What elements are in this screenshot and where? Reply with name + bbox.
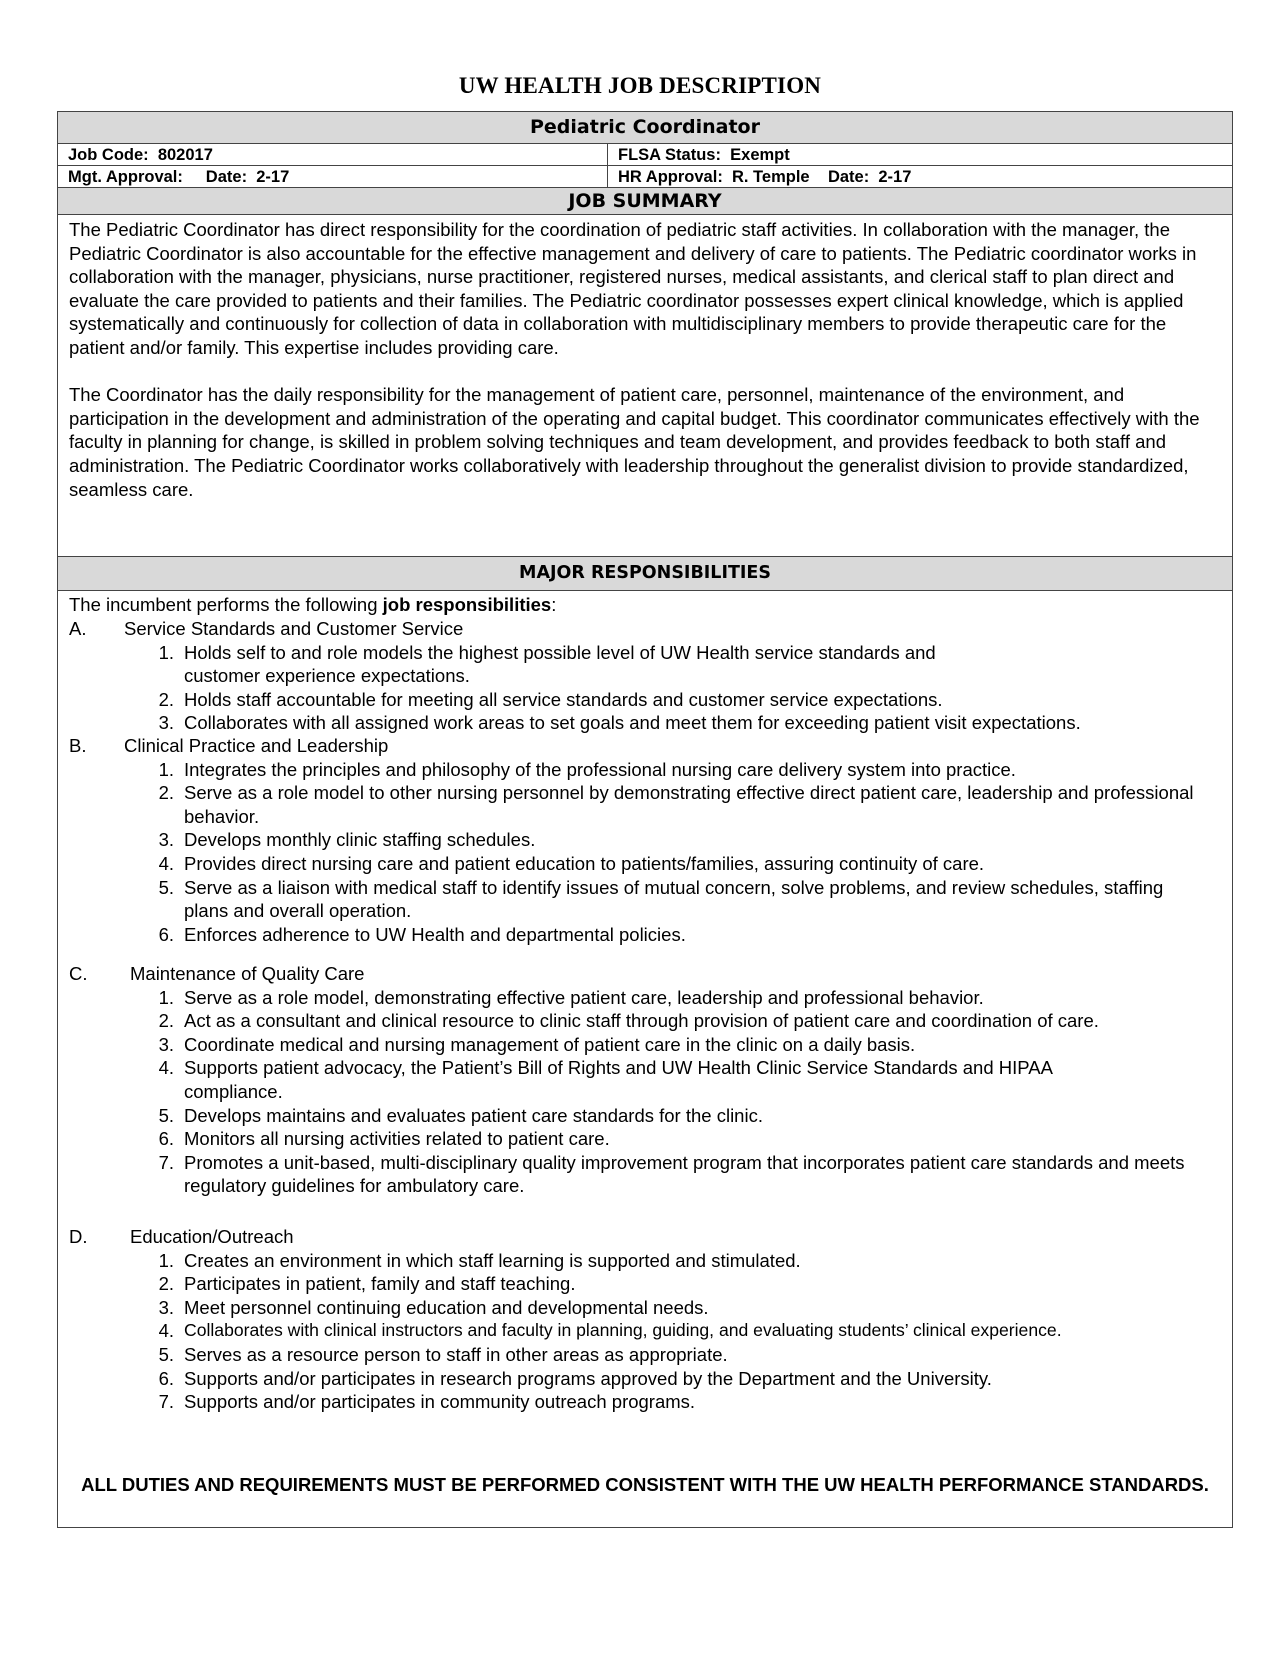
item-text: Collaborates with all assigned work areas to set goals and meet them for exceeding patient visit expectations. [184,712,1081,734]
list-item [69,1296,1209,1320]
item-number: 6. [158,1367,174,1389]
list-item [69,986,1209,1010]
list-item [69,1319,1209,1343]
list-item [69,1249,1209,1273]
section-list [69,758,1209,947]
item-number: 4. [158,1057,174,1079]
intro-colon: : [551,594,557,615]
section-title: Maintenance of Quality Care [130,963,365,984]
item-number: 6. [158,923,174,945]
section-heading [69,617,1209,641]
list-item [69,641,1209,688]
list-item [69,781,1209,828]
item-number: 7. [158,1151,174,1173]
item-number: 1. [158,986,174,1008]
item-text: Meet personnel continuing education and developmental needs. [184,1296,709,1318]
item-text: Serve as a role model, demonstrating effective patient care, leadership and professional behavior. [184,986,984,1008]
list-item [69,1343,1209,1367]
divider [607,143,608,187]
section-heading [69,962,1209,986]
list-item [69,1390,1209,1414]
item-text: Collaborates with clinical instructors and faculty in planning, guiding, and evaluating students’ clinical experience. [184,1320,1062,1341]
mgt-approval: Mgt. Approval: Date: 2-17 [68,168,290,186]
section-list [69,986,1209,1198]
hr-approval: HR Approval: R. Temple Date: 2-17 [618,168,912,186]
item-text: Act as a consultant and clinical resource to clinic staff through provision of patient care and coordination of care. [184,1010,1099,1032]
item-text: Holds staff accountable for meeting all service standards and customer service expectations. [184,688,943,710]
item-text: Serve as a liaison with medical staff to identify issues of mutual concern, solve problems, and review schedules, staffing plans and overall operation. [184,876,1164,922]
list-item [69,923,1209,947]
item-number: 3. [158,829,174,851]
list-item [69,1009,1209,1033]
list-item [69,1367,1209,1391]
section-title: Service Standards and Customer Service [124,618,464,639]
item-text: Participates in patient, family and staff teaching. [184,1273,576,1295]
item-text: Supports patient advocacy, the Patient’s Bill of Rights and UW Health Clinic Service Standards and HIPAA compliance. [184,1057,1052,1102]
job-description-table [57,111,1233,1528]
list-item [69,758,1209,782]
item-number: 2. [158,1273,174,1295]
item-number: 2. [158,688,174,710]
section-letter: B. [69,735,87,756]
list-item [69,1033,1209,1057]
list-item [69,828,1209,852]
item-text: Supports and/or participates in research programs approved by the Department and the University. [184,1367,992,1389]
performance-standards-notice: ALL DUTIES AND REQUIREMENTS MUST BE PERFORMED CONSISTENT WITH THE UW HEALTH PERFORMANCE STANDARDS. [81,1474,1209,1495]
responsibilities-intro [69,593,556,617]
intro-text: The incumbent performs the following [69,594,383,615]
divider [58,214,1232,215]
job-title: Pediatric Coordinator [58,112,1232,143]
item-number: 1. [158,641,174,663]
list-item [69,1272,1209,1296]
flsa-status: FLSA Status: Exempt [618,146,790,164]
job-summary-paragraph-2: The Coordinator has the daily responsibility for the management of patient care, personnel, maintenance of the environment, and participation in the development and administration of the operating and capital budget. This coordinator communicates effectively with the faculty in planning for change, is skilled in problem solving techniques and team development, and provides feedback to both staff and administration. The Pediatric Coordinator works collaboratively with leadership throughout the generalist division to provide standardized, seamless care. [69,384,1200,500]
list-item [69,1104,1209,1128]
item-text: Develops maintains and evaluates patient care standards for the clinic. [184,1104,763,1126]
item-number: 4. [158,1320,174,1342]
list-item [69,711,1209,735]
section-list [69,1249,1209,1414]
item-text: Monitors all nursing activities related to patient care. [184,1128,610,1150]
item-text: Enforces adherence to UW Health and departmental policies. [184,923,686,945]
job-summary-paragraph-1: The Pediatric Coordinator has direct responsibility for the coordination of pediatric staff activities. In collaboration with the manager, the Pediatric Coordinator is also accountable for the effective management and delivery of care to patients. The Pediatric coordinator works in collaboration with the manager, physicians, nurse practitioner, registered nurses, medical assistants, and clerical staff to plan direct and evaluate the care provided to patients and their families. The Pediatric coordinator possesses expert clinical knowledge, which is applied systematically and continuously for collection of data in collaboration with multidisciplinary members to provide therapeutic care for the patient and/or family. This expertise includes providing care. [69,219,1197,358]
item-number: 3. [158,1296,174,1318]
item-number: 1. [158,1249,174,1271]
section-title: Clinical Practice and Leadership [124,735,389,756]
major-responsibilities-heading: MAJOR RESPONSIBILITIES [58,557,1232,590]
list-item [69,1151,1209,1198]
section-a [69,617,1209,735]
item-number: 2. [158,1010,174,1032]
section-letter: D. [69,1226,88,1247]
item-number: 2. [158,782,174,804]
item-number: 1. [158,758,174,780]
intro-bold-text: job responsibilities [382,594,552,615]
section-heading [69,1225,1209,1249]
item-text: Supports and/or participates in community outreach programs. [184,1391,696,1413]
item-text: Provides direct nursing care and patient education to patients/families, assuring continuity of care. [184,852,985,874]
item-number: 5. [158,1343,174,1365]
item-text: Serve as a role model to other nursing personnel by demonstrating effective direct patient care, leadership and professional behavior. [184,782,1194,827]
item-number: 5. [158,876,174,898]
section-c [69,962,1209,1198]
item-number: 7. [158,1391,174,1413]
job-summary-text [69,218,1219,501]
item-text: Coordinate medical and nursing management of patient care in the clinic on a daily basis. [184,1033,916,1055]
divider [58,590,1232,591]
item-text: Promotes a unit-based, multi-disciplinary quality improvement program that incorporates patient care standards and meets regulatory guidelines for ambulatory care. [184,1151,1185,1197]
item-number: 5. [158,1104,174,1126]
job-code: Job Code: 802017 [68,146,213,164]
item-text: Holds self to and role models the highest possible level of UW Health service standards and customer experience expectations. [184,641,936,687]
list-item [69,876,1209,923]
item-number: 3. [158,712,174,734]
list-item [69,1127,1209,1151]
job-summary-heading: JOB SUMMARY [58,188,1232,214]
item-number: 6. [158,1128,174,1150]
section-b [69,734,1209,946]
section-d [69,1225,1209,1414]
section-title: Education/Outreach [130,1226,294,1247]
item-number: 3. [158,1033,174,1055]
item-text: Develops monthly clinic staffing schedules. [184,829,536,851]
item-text: Creates an environment in which staff learning is supported and stimulated. [184,1249,801,1271]
document-title: UW HEALTH JOB DESCRIPTION [458,73,822,98]
section-list [69,641,1209,735]
item-number: 4. [158,852,174,874]
item-text: Serves as a resource person to staff in other areas as appropriate. [184,1343,728,1365]
list-item [69,852,1209,876]
section-heading [69,734,1209,758]
list-item [69,688,1209,712]
section-letter: A. [69,618,87,639]
item-text: Integrates the principles and philosophy of the professional nursing care delivery system into practice. [184,758,1016,780]
list-item [69,1056,1209,1103]
section-letter: C. [69,963,88,984]
